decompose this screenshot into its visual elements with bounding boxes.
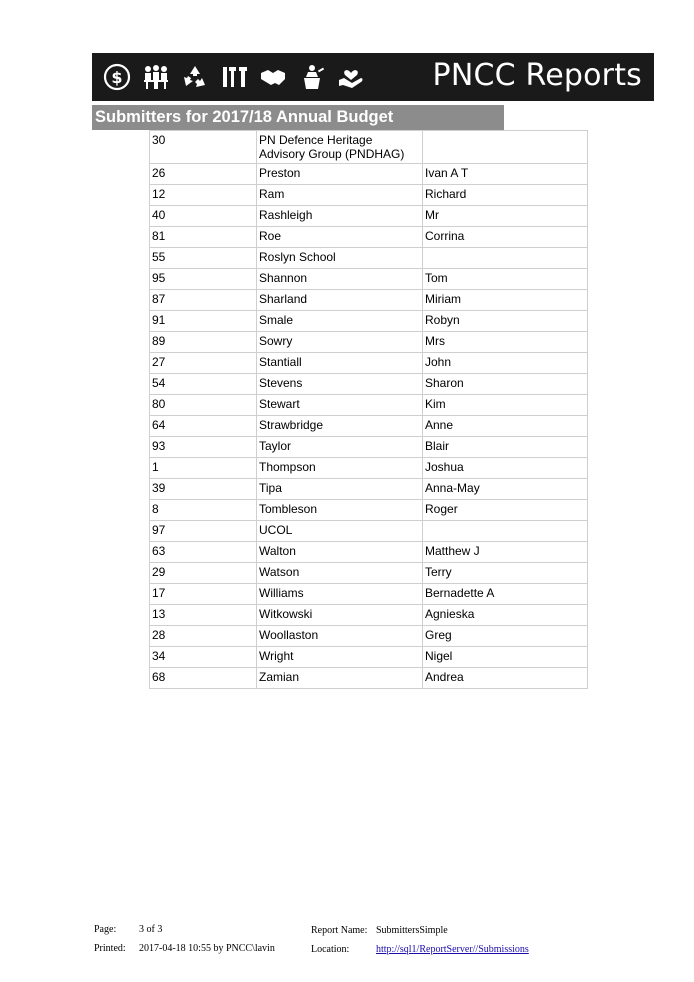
submitter-id-cell: 28 (150, 626, 257, 647)
svg-text:$: $ (111, 68, 123, 87)
table-row (150, 521, 588, 542)
recycle-icon (180, 62, 210, 92)
submitter-first-name-cell: Bernadette A (423, 584, 588, 605)
table-row (150, 500, 588, 521)
submitter-surname-cell: Walton (257, 542, 423, 563)
submitter-id-cell: 54 (150, 374, 257, 395)
submitter-id-cell: 93 (150, 437, 257, 458)
submitter-surname-cell: Roslyn School (257, 248, 423, 269)
submitter-surname-cell: Preston (257, 164, 423, 185)
submitter-surname-cell: Sowry (257, 332, 423, 353)
submitter-id-cell: 68 (150, 668, 257, 689)
submitter-first-name-cell: Blair (423, 437, 588, 458)
submitter-id-cell: 80 (150, 395, 257, 416)
submitter-surname-cell: Woollaston (257, 626, 423, 647)
speaker-podium-icon (297, 62, 327, 92)
table-row (150, 584, 588, 605)
submitter-id-cell: 87 (150, 290, 257, 311)
submitter-first-name-cell: Robyn (423, 311, 588, 332)
submitter-first-name-cell: Tom (423, 269, 588, 290)
location-label: Location: (311, 944, 350, 955)
table-row (150, 248, 588, 269)
submitter-id-cell: 91 (150, 311, 257, 332)
table-row (150, 164, 588, 185)
submitter-surname-cell: Rashleigh (257, 206, 423, 227)
page-number: 3 of 3 (139, 924, 163, 935)
submitter-first-name-cell: Agnieska (423, 605, 588, 626)
submitter-id-cell: 34 (150, 647, 257, 668)
table-row (150, 395, 588, 416)
submitter-id-cell: 13 (150, 605, 257, 626)
table-row (150, 227, 588, 248)
submitter-surname-cell: Williams (257, 584, 423, 605)
submitter-id-cell: 1 (150, 458, 257, 479)
submitter-id-cell: 64 (150, 416, 257, 437)
submitter-id-cell: 30 (150, 131, 257, 164)
table-row (150, 131, 588, 164)
submitter-first-name-cell: Mrs (423, 332, 588, 353)
table-row (150, 332, 588, 353)
table-row (150, 458, 588, 479)
table-row (150, 374, 588, 395)
submitter-first-name-cell (423, 521, 588, 542)
submitter-first-name-cell: Joshua (423, 458, 588, 479)
submitter-id-cell: 63 (150, 542, 257, 563)
submitter-surname-cell: UCOL (257, 521, 423, 542)
submitter-surname-cell: Stevens (257, 374, 423, 395)
submitter-surname-cell: Roe (257, 227, 423, 248)
submitter-first-name-cell: Roger (423, 500, 588, 521)
submitter-id-cell: 8 (150, 500, 257, 521)
table-row (150, 353, 588, 374)
submitter-id-cell: 40 (150, 206, 257, 227)
printed-value: 2017-04-18 10:55 by PNCC\lavin (139, 943, 275, 954)
submitter-surname-cell: Stantiall (257, 353, 423, 374)
submitter-id-cell: 97 (150, 521, 257, 542)
table-row (150, 542, 588, 563)
submitter-surname-cell: Wright (257, 647, 423, 668)
submitter-first-name-cell: Kim (423, 395, 588, 416)
submitter-surname-cell: Strawbridge (257, 416, 423, 437)
brand-title: PNCC Reports (432, 58, 642, 93)
table-row (150, 437, 588, 458)
table-row (150, 668, 588, 689)
submitter-first-name-cell: Anna-May (423, 479, 588, 500)
table-row (150, 605, 588, 626)
submitter-first-name-cell: Mr (423, 206, 588, 227)
submitter-first-name-cell: Terry (423, 563, 588, 584)
submitter-id-cell: 17 (150, 584, 257, 605)
submitter-first-name-cell: Ivan A T (423, 164, 588, 185)
submitter-surname-cell: Watson (257, 563, 423, 584)
table-row (150, 290, 588, 311)
submitter-surname-cell: Sharland (257, 290, 423, 311)
banner-icon-strip (102, 62, 366, 92)
submitter-id-cell: 12 (150, 185, 257, 206)
dollar-coin-icon (102, 62, 132, 92)
submitter-first-name-cell: Corrina (423, 227, 588, 248)
helping-hand-icon (336, 62, 366, 92)
handshake-icon (258, 62, 288, 92)
submitter-first-name-cell: Nigel (423, 647, 588, 668)
submitter-id-cell: 39 (150, 479, 257, 500)
submitter-first-name-cell: Miriam (423, 290, 588, 311)
table-row (150, 311, 588, 332)
submitter-surname-cell: Ram (257, 185, 423, 206)
submitter-id-cell: 55 (150, 248, 257, 269)
submitter-first-name-cell: Anne (423, 416, 588, 437)
submitter-surname-cell: Smale (257, 311, 423, 332)
submitter-id-cell: 26 (150, 164, 257, 185)
submitter-surname-cell: Thompson (257, 458, 423, 479)
submitter-surname-cell: Taylor (257, 437, 423, 458)
submitter-id-cell: 29 (150, 563, 257, 584)
report-title: Submitters for 2017/18 Annual Budget (92, 105, 504, 130)
table-row (150, 479, 588, 500)
report-name-label: Report Name: (311, 925, 368, 936)
submitter-first-name-cell: Greg (423, 626, 588, 647)
submitter-id-cell: 89 (150, 332, 257, 353)
tools-icon (219, 62, 249, 92)
submitter-surname-cell: Tombleson (257, 500, 423, 521)
submitter-first-name-cell (423, 248, 588, 269)
table-row (150, 416, 588, 437)
table-row (150, 563, 588, 584)
printed-label: Printed: (94, 943, 126, 954)
submitter-first-name-cell: John (423, 353, 588, 374)
submitter-first-name-cell: Sharon (423, 374, 588, 395)
report-name-value: SubmittersSimple (376, 925, 448, 936)
submitter-first-name-cell: Andrea (423, 668, 588, 689)
table-row (150, 185, 588, 206)
submitter-first-name-cell: Richard (423, 185, 588, 206)
page-label: Page: (94, 924, 117, 935)
table-row (150, 626, 588, 647)
submitter-first-name-cell (423, 131, 588, 164)
submitter-id-cell: 95 (150, 269, 257, 290)
submitter-surname-cell: Stewart (257, 395, 423, 416)
table-row (150, 206, 588, 227)
people-meeting-icon (141, 62, 171, 92)
submitter-surname-cell: Shannon (257, 269, 423, 290)
location-link[interactable]: http://sql1/ReportServer//Submissions (376, 944, 529, 955)
submitter-surname-cell: PN Defence Heritage Advisory Group (PNDHAG) (257, 131, 423, 164)
submitters-table (149, 130, 588, 689)
table-row (150, 647, 588, 668)
submitter-id-cell: 27 (150, 353, 257, 374)
submitter-surname-cell: Witkowski (257, 605, 423, 626)
submitter-id-cell: 81 (150, 227, 257, 248)
submitter-surname-cell: Tipa (257, 479, 423, 500)
table-row (150, 269, 588, 290)
submitter-surname-cell: Zamian (257, 668, 423, 689)
submitter-first-name-cell: Matthew J (423, 542, 588, 563)
report-banner (92, 53, 654, 101)
